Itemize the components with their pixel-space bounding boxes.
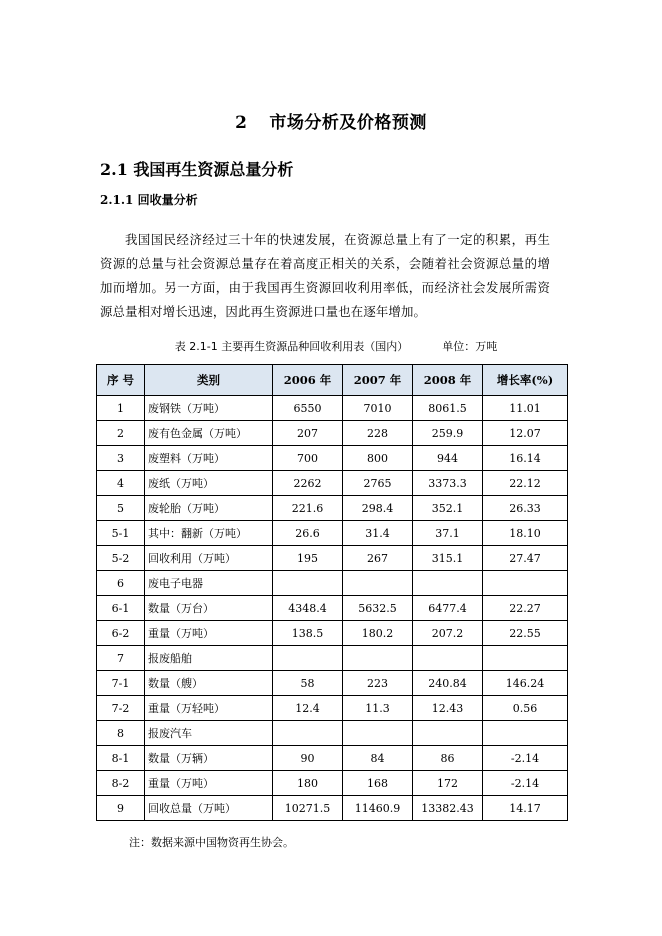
value-cell: 138.5	[273, 621, 343, 646]
value-cell: 7010	[343, 396, 413, 421]
row-index-cell: 6-1	[97, 596, 145, 621]
value-cell: 10271.5	[273, 796, 343, 821]
value-cell: -2.14	[483, 746, 568, 771]
value-cell	[483, 571, 568, 596]
value-cell: 298.4	[343, 496, 413, 521]
value-cell: 352.1	[413, 496, 483, 521]
table-body	[97, 396, 568, 821]
category-cell: 重量（万吨）	[145, 771, 273, 796]
row-index-cell: 3	[97, 446, 145, 471]
category-cell: 废轮胎（万吨）	[145, 496, 273, 521]
value-cell: 2262	[273, 471, 343, 496]
value-cell: 195	[273, 546, 343, 571]
value-cell: 6550	[273, 396, 343, 421]
category-cell: 数量（万辆）	[145, 746, 273, 771]
value-cell: 228	[343, 421, 413, 446]
value-cell: 14.17	[483, 796, 568, 821]
value-cell: 3373.3	[413, 471, 483, 496]
table-caption-title: 表 2.1-1 主要再生资源品种回收利用表（国内）	[174, 340, 409, 353]
value-cell	[413, 646, 483, 671]
row-index-cell: 8-2	[97, 771, 145, 796]
value-cell: 22.12	[483, 471, 568, 496]
value-cell: 2765	[343, 471, 413, 496]
value-cell: 315.1	[413, 546, 483, 571]
table-row	[97, 771, 568, 796]
table-row	[97, 396, 568, 421]
row-index-cell: 1	[97, 396, 145, 421]
value-cell: 700	[273, 446, 343, 471]
header-cell: 2008 年	[413, 365, 483, 396]
category-cell: 其中：翻新（万吨）	[145, 521, 273, 546]
table-row	[97, 446, 568, 471]
category-cell: 废有色金属（万吨）	[145, 421, 273, 446]
value-cell	[273, 571, 343, 596]
table-row	[97, 746, 568, 771]
row-index-cell: 7-1	[97, 671, 145, 696]
value-cell	[273, 721, 343, 746]
category-cell: 重量（万吨）	[145, 621, 273, 646]
recycling-table	[96, 364, 568, 821]
value-cell: 223	[343, 671, 413, 696]
header-cell: 序 号	[97, 365, 145, 396]
value-cell: 11460.9	[343, 796, 413, 821]
value-cell: 221.6	[273, 496, 343, 521]
value-cell: 6477.4	[413, 596, 483, 621]
header-cell: 2006 年	[273, 365, 343, 396]
value-cell: 22.27	[483, 596, 568, 621]
value-cell: 22.55	[483, 621, 568, 646]
value-cell: 16.14	[483, 446, 568, 471]
value-cell	[343, 646, 413, 671]
value-cell	[483, 721, 568, 746]
value-cell: 267	[343, 546, 413, 571]
table-row	[97, 496, 568, 521]
subsection-heading: 2.1.1 回收量分析	[100, 193, 198, 207]
table-unit: 单位：万吨	[442, 340, 498, 353]
value-cell: 172	[413, 771, 483, 796]
category-cell: 回收总量（万吨）	[145, 796, 273, 821]
value-cell	[413, 571, 483, 596]
chapter-number: 2	[235, 113, 248, 133]
value-cell: 11.01	[483, 396, 568, 421]
table-row	[97, 721, 568, 746]
value-cell: 27.47	[483, 546, 568, 571]
value-cell: 180	[273, 771, 343, 796]
category-cell: 数量（艘）	[145, 671, 273, 696]
value-cell: 168	[343, 771, 413, 796]
value-cell: 86	[413, 746, 483, 771]
row-index-cell: 8-1	[97, 746, 145, 771]
value-cell: 240.84	[413, 671, 483, 696]
category-cell: 报废汽车	[145, 721, 273, 746]
value-cell: 0.56	[483, 696, 568, 721]
row-index-cell: 4	[97, 471, 145, 496]
value-cell: 12.4	[273, 696, 343, 721]
category-cell: 数量（万台）	[145, 596, 273, 621]
table-row	[97, 796, 568, 821]
table-row	[97, 621, 568, 646]
header-cell: 增长率(%)	[483, 365, 568, 396]
table-row	[97, 646, 568, 671]
value-cell: 18.10	[483, 521, 568, 546]
table-row	[97, 596, 568, 621]
row-index-cell: 6-2	[97, 621, 145, 646]
category-cell: 回收利用（万吨）	[145, 546, 273, 571]
row-index-cell: 7-2	[97, 696, 145, 721]
value-cell	[413, 721, 483, 746]
category-cell: 报废船舶	[145, 646, 273, 671]
table-row	[97, 546, 568, 571]
value-cell: 12.07	[483, 421, 568, 446]
value-cell: 31.4	[343, 521, 413, 546]
value-cell: 180.2	[343, 621, 413, 646]
table-row	[97, 696, 568, 721]
row-index-cell: 5-1	[97, 521, 145, 546]
value-cell: 90	[273, 746, 343, 771]
table-row	[97, 671, 568, 696]
category-cell: 重量（万轻吨）	[145, 696, 273, 721]
chapter-heading	[0, 108, 662, 133]
table-row	[97, 421, 568, 446]
category-cell: 废电子电器	[145, 571, 273, 596]
row-index-cell: 5	[97, 496, 145, 521]
value-cell	[483, 646, 568, 671]
chapter-title: 市场分析及价格预测	[269, 113, 427, 133]
row-index-cell: 6	[97, 571, 145, 596]
body-paragraph: 我国国民经济经过三十年的快速发展，在资源总量上有了一定的积累，再生资源的总量与社会资源总量存在着高度正相关的关系，会随着社会资源总量的增加而增加。另一方面，由于我国再生资源回收利用率低，而经济社会发展所需资源总量相对增长迅速，因此再生资源进口量也在逐年增加。	[100, 232, 550, 319]
source-note: 注：数据来源中国物资再生协会。	[129, 836, 294, 849]
value-cell: 944	[413, 446, 483, 471]
value-cell: 84	[343, 746, 413, 771]
row-index-cell: 8	[97, 721, 145, 746]
value-cell: 58	[273, 671, 343, 696]
category-cell: 废钢铁（万吨）	[145, 396, 273, 421]
value-cell: 207.2	[413, 621, 483, 646]
value-cell	[343, 721, 413, 746]
row-index-cell: 5-2	[97, 546, 145, 571]
value-cell	[273, 646, 343, 671]
category-cell: 废纸（万吨）	[145, 471, 273, 496]
value-cell: 37.1	[413, 521, 483, 546]
header-cell: 2007 年	[343, 365, 413, 396]
row-index-cell: 7	[97, 646, 145, 671]
value-cell: 800	[343, 446, 413, 471]
value-cell	[343, 571, 413, 596]
row-index-cell: 2	[97, 421, 145, 446]
value-cell: 259.9	[413, 421, 483, 446]
value-cell: 146.24	[483, 671, 568, 696]
value-cell: 13382.43	[413, 796, 483, 821]
category-cell: 废塑料（万吨）	[145, 446, 273, 471]
table-row	[97, 521, 568, 546]
table-row	[97, 471, 568, 496]
value-cell: 5632.5	[343, 596, 413, 621]
value-cell: 207	[273, 421, 343, 446]
value-cell: 4348.4	[273, 596, 343, 621]
value-cell: 11.3	[343, 696, 413, 721]
section-heading: 2.1 我国再生资源总量分析	[100, 160, 294, 179]
value-cell: 26.33	[483, 496, 568, 521]
value-cell: -2.14	[483, 771, 568, 796]
table-caption	[0, 338, 662, 354]
table-header-row	[97, 365, 568, 396]
row-index-cell: 9	[97, 796, 145, 821]
value-cell: 12.43	[413, 696, 483, 721]
value-cell: 26.6	[273, 521, 343, 546]
value-cell: 8061.5	[413, 396, 483, 421]
table-row	[97, 571, 568, 596]
header-cell: 类别	[145, 365, 273, 396]
